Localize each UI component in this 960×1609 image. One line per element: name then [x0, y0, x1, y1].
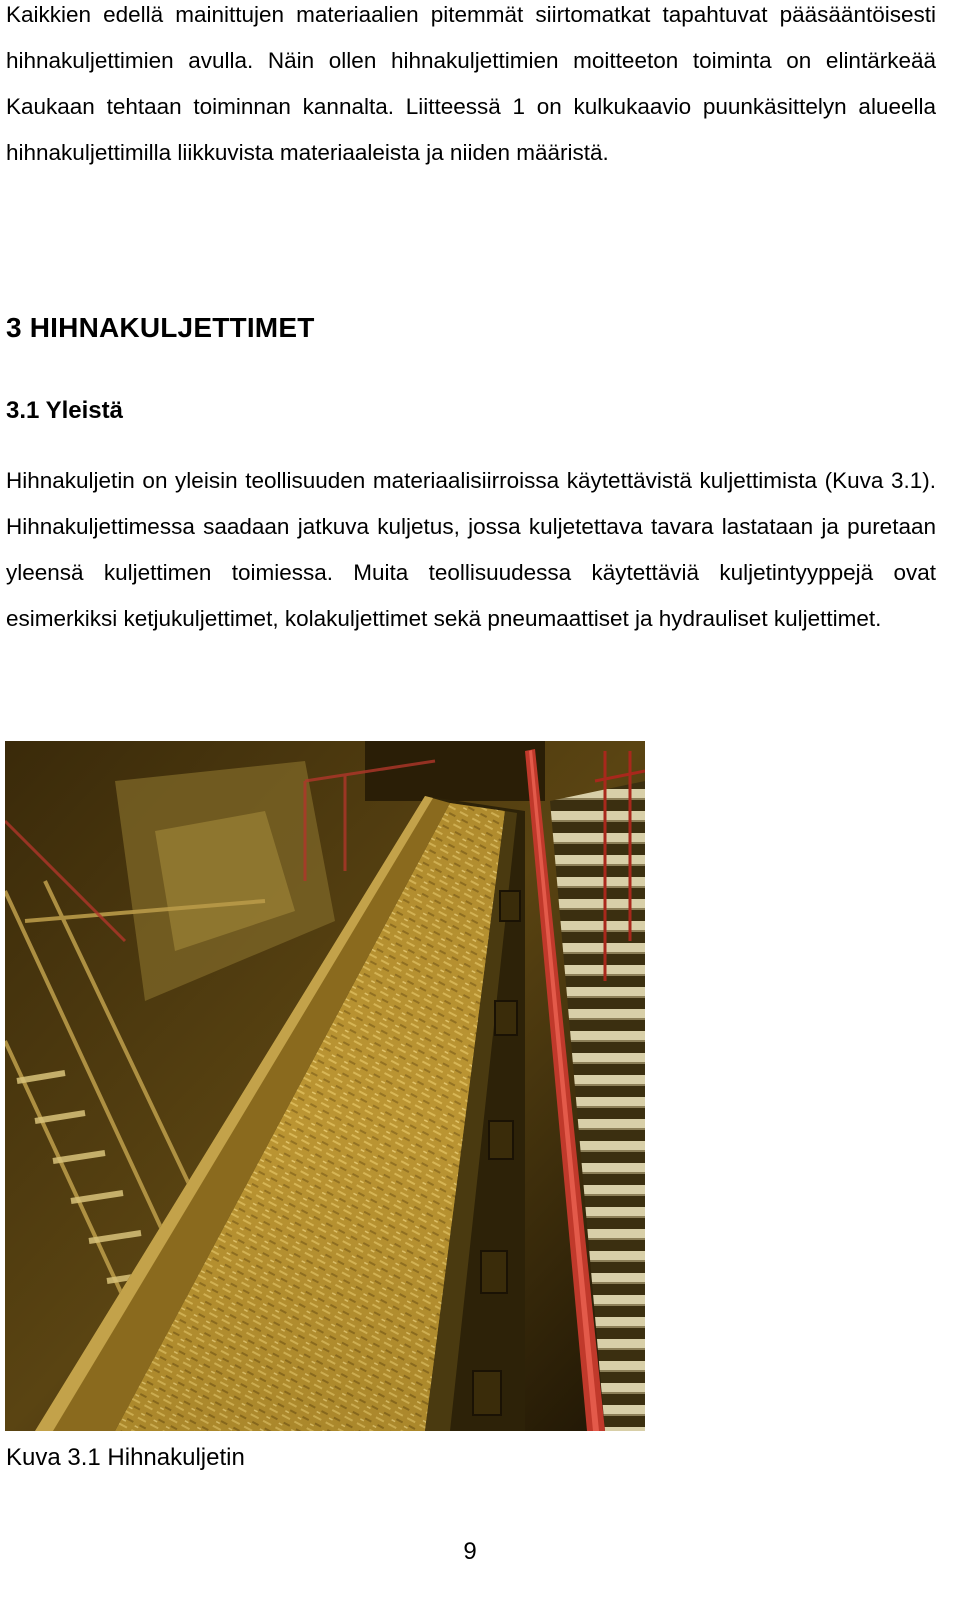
section-paragraph: Hihnakuljetin on yleisin teollisuuden materiaalisiirroissa käytettävistä kuljettimista (Kuva 3.1). Hihnakuljettimessa saadaan jatkuva kuljetus, jossa kuljetettava tavara lastataan ja puretaan yleensä kuljettimen toimiessa. Muita teollisuudessa käytettäviä kuljetintyyppejä ovat esimerkiksi ketjukuljettimet, kolakuljettimet sekä pneumaattiset ja hydrauliset kuljettimet. — [6, 468, 936, 631]
chapter-heading: 3 HIHNAKULJETTIMET — [6, 312, 315, 343]
conveyor-photo — [5, 741, 645, 1431]
section-heading: 3.1 Yleistä — [6, 397, 123, 424]
figure-caption: Kuva 3.1 Hihnakuljetin — [6, 1444, 245, 1471]
intro-paragraph: Kaikkien edellä mainittujen materiaalien pitemmät siirtomatkat tapahtuvat pääsääntöisesti hihnakuljettimien avulla. Näin ollen hihnakuljettimien moitteeton toiminta on elintärkeää Kaukaan tehtaan toiminnan kannalta. Liitteessä 1 on kulkukaavio puunkäsittelyn alueella hihnakuljettimilla liikkuvista materiaaleista ja niiden määristä. — [6, 2, 936, 165]
page-number: 9 — [463, 1538, 477, 1565]
